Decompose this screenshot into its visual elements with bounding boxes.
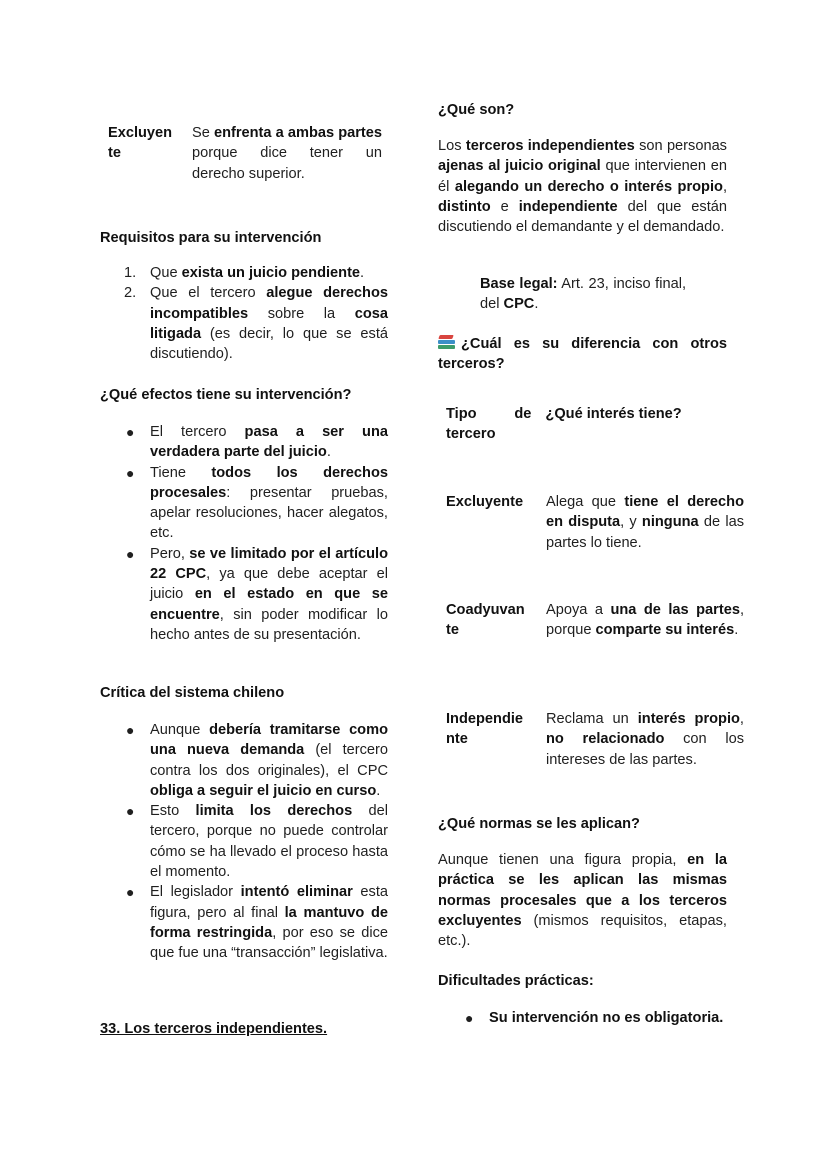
dificultades-heading: Dificultades prácticas: (438, 973, 594, 989)
que-son-paragraph: Los terceros independientes son personas ajenas al juicio original que intervienen en él alegando un derecho o interés propio, distinto e independiente del que están discutiendo el demandante y el demandado. (438, 138, 727, 236)
dificultades-list (465, 1008, 727, 1028)
type-line: Excluyen (108, 125, 173, 141)
efectos-list (126, 422, 389, 645)
list-item (126, 720, 388, 801)
critica-list (126, 720, 389, 964)
critica-heading: Crítica del sistema chileno (100, 685, 285, 701)
que-son-heading: ¿Qué son? (438, 102, 515, 118)
table-cell-description: Reclama un interés propio, no relacionado con los intereses de las partes. (546, 711, 745, 768)
list-item (124, 283, 388, 364)
bullet-icon: ● (126, 722, 135, 738)
list-number: 2. (124, 285, 137, 302)
list-item (126, 422, 388, 463)
list-item-text: Esto limita los derechos del tercero, porque no puede controlar cómo se ha llevado el proceso hasta el momento. (150, 803, 388, 881)
list-item-text: Tiene todos los derechos procesales: presentar pruebas, apelar resoluciones, hacer alegatos, etc. (150, 464, 388, 542)
list-item (126, 801, 388, 882)
type-line: te (446, 622, 459, 639)
type-line: Independie (446, 711, 524, 727)
table-row (446, 492, 744, 553)
list-item (124, 263, 388, 283)
list-item (465, 1008, 727, 1028)
type-line: Coadyuvan (446, 602, 525, 618)
bullet-icon: ● (126, 803, 135, 820)
table-cell-description: Alega que tiene el derecho en disputa, y ninguna de las partes lo tiene. (546, 494, 744, 551)
diferencia-heading (438, 334, 727, 375)
bullet-icon: ● (126, 884, 135, 901)
requisitos-list (124, 263, 388, 364)
list-item (126, 882, 389, 963)
list-item (126, 544, 389, 645)
normas-paragraph: Aunque tienen una figura propia, en la práctica se les aplican las mismas normas procesales que a los terceros excluyentes (mismos requisitos, etapas, etc.). (438, 852, 728, 950)
table-cell-description: Se enfrenta a ambas partes porque dice tener un derecho superior. (192, 125, 382, 182)
list-item-text: Que el tercero alegue derechos incompatibles sobre la cosa litigada (es decir, lo que se está discutiendo). (150, 285, 388, 363)
list-item-text: El legislador intentó eliminar esta figura, pero al final la mantuvo de forma restringida, por eso se dice que fue una “transacción” legislativa. (150, 884, 389, 962)
list-item (126, 463, 388, 544)
normas-heading: ¿Qué normas se les aplican? (438, 816, 640, 832)
table-cell-type (446, 709, 546, 770)
diferencia-heading-text: ¿Cuál es su diferencia con otros terceros? (438, 336, 727, 373)
table-cell-type (108, 123, 192, 184)
list-item-text: Que exista un juicio pendiente. (150, 265, 365, 281)
section-title: 33. Los terceros independientes. (100, 1021, 328, 1037)
table-cell-description: Apoya a una de las partes, porque comparte su interés. (546, 602, 745, 639)
efectos-heading: ¿Qué efectos tiene su intervención? (100, 387, 352, 403)
bullet-icon: ● (126, 424, 135, 440)
table-header-interest: ¿Qué interés tiene? (545, 406, 682, 422)
type-line: Excluyente (446, 494, 524, 510)
list-item-text: Pero, se ve limitado por el artículo 22 CPC, ya que debe aceptar el juicio en el estado en que se encuentre, sin poder modificar lo hecho antes de su presentación. (150, 545, 389, 643)
table-cell-type (446, 600, 546, 641)
list-item-text: Su intervención no es obligatoria. (489, 1010, 724, 1026)
table-row-excluyente (108, 123, 382, 184)
table-cell-type (446, 492, 546, 553)
list-item-text: Aunque debería tramitarse como una nueva demanda (el tercero contra los dos originales), el CPC obliga a seguir el juicio en curso. (150, 722, 388, 799)
table-row (446, 600, 744, 641)
table-header-row (446, 404, 744, 445)
list-item-text: El tercero pasa a ser una verdadera parte del juicio. (150, 424, 388, 461)
requisitos-heading: Requisitos para su intervención (100, 230, 322, 246)
bullet-icon: ● (126, 545, 135, 562)
list-number: 1. (124, 265, 137, 281)
type-line: nte (446, 731, 468, 748)
bullet-icon: ● (126, 464, 135, 481)
table-row (446, 709, 744, 770)
base-legal-note: Base legal: Art. 23, inciso final, del CPC. (480, 276, 686, 313)
books-emoji-icon (438, 335, 455, 349)
table-header-type: Tipo de tercero (446, 406, 532, 443)
type-line: te (108, 145, 121, 162)
bullet-icon: ● (465, 1010, 474, 1026)
